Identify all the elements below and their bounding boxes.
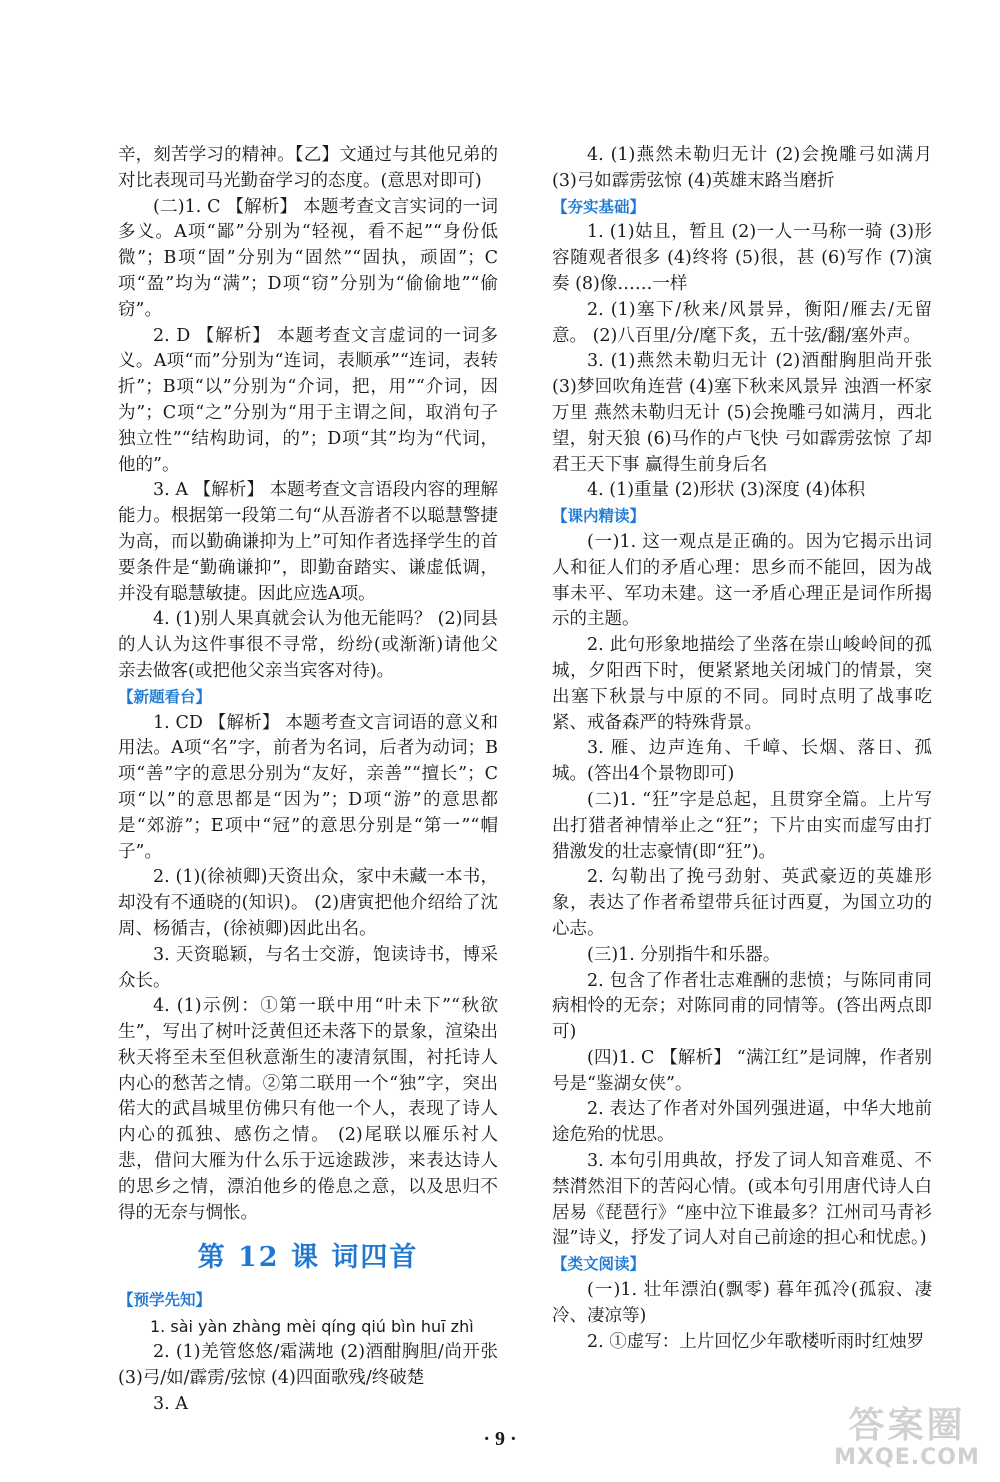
answer-paragraph: 辛，刻苦学习的精神。【乙】文通过与其他兄弟的对比表现司马光勤奋学习的态度。(意思对即可) <box>118 145 498 191</box>
answer-paragraph: 3. 本句引用典故，抒发了词人知音难觅、不禁潸然泪下的苦闷心情。(或本句引用唐代诗人白居易《琵琶行》“座中泣下谁最多？江州司马青衫湿”诗义，抒发了词人对自己前途的担心和忧虑。) <box>552 1151 932 1249</box>
section-tag: 【新题看台】 <box>118 687 212 706</box>
answer-paragraph: 3. A <box>153 1393 188 1414</box>
answer-paragraph: (一)1. 这一观点是正确的。因为它揭示出词人和征人们的矛盾心理：思乡而不能回，因为战事未平、军功未建。这一矛盾心理正是词作所揭示的主题。 <box>552 531 932 630</box>
answer-paragraph: 3. 天资聪颖，与名士交游，饱读诗书，博采众长。 <box>118 944 498 991</box>
watermark-main-text: 答案圈 <box>848 1405 966 1446</box>
answer-paragraph: (二)1. “狂”字是总起，且贯穿全篇。上片写出打猎者神情举止之“狂”；下片由实而虚写由打猎激发的壮志豪情(即“狂”)。 <box>552 789 932 862</box>
lesson-title: 第 12 课 词四首 <box>197 1242 419 1274</box>
answer-paragraph: (三)1. 分别指牛和乐器。 <box>587 944 781 965</box>
answer-paragraph: 4. (1)重量 (2)形状 (3)深度 (4)体积 <box>587 480 866 501</box>
answer-paragraph: (二)1. C 【解析】 本题考查文言实词的一词多义。A项“鄙”分别为“轻视，看不起”“身份低微”；B项“固”分别为“固然”“固执，顽固”；C项“盈”均为“满”；D项“窃”分别为“偷偷地”“偷窃”。 <box>118 196 498 320</box>
section-tag: 【预学先知】 <box>118 1291 212 1310</box>
answer-paragraph: 2. (1)羌管悠悠/霜满地 (2)酒酣胸胆/尚开张 (3)弓/如/霹雳/弦惊 (4)四面歌残/终破楚 <box>118 1342 498 1388</box>
watermark-logo <box>832 1406 982 1472</box>
answer-paragraph: 3. A 【解析】 本题考查文言语段内容的理解能力。根据第一段第二句“从吾游者不以聪慧警捷为高，而以勤确谦抑为上”可知作者选择学生的首要条件是“勤确谦抑”，即勤奋踏实、谦虚低调，并没有聪慧敏捷。因此应选A项。 <box>118 480 498 604</box>
answer-paragraph: 2. 表达了作者对外国列强进逼，中华大地前途危殆的忧思。 <box>552 1099 932 1146</box>
answer-paragraph: 3. (1)燕然未勒归无计 (2)酒酣胸胆尚开张 (3)梦回吹角连营 (4)塞下秋来风景异 浊酒一杯家万里 燕然未勒归无计 (5)会挽雕弓如满月，西北望，射天狼 (6)马作的卢飞快 弓如霹雳弦惊 了却君王天下事 赢得生前身后名 <box>552 351 932 475</box>
answer-paragraph: 4. (1)燕然未勒归无计 (2)会挽雕弓如满月 (3)弓如霹雳弦惊 (4)英雄末路当磨折 <box>552 145 932 191</box>
answer-paragraph: 1. CD 【解析】 本题考查文言词语的意义和用法。A项“名”字，前者为名词，后者为动词；B项“善”字的意思分别为“友好，亲善”“擅长”；C项“以”的意思都是“因为”；D项“游”的意思都是“郊游”；E项中“冠”的意思分别是“第一”“帽子”。 <box>118 712 498 862</box>
answer-paragraph: 1. sài yàn zhàng mèi qíng qiú bìn huī zhì <box>150 1317 474 1337</box>
answer-paragraph: 2. ①虚写：上片回忆少年歌楼听雨时红烛罗 <box>587 1331 925 1352</box>
answer-paragraph: 1. (1)姑且，暂且 (2)一人一马称一骑 (3)形容随观者很多 (4)终将 (5)很，甚 (6)写作 (7)演奏 (8)像……一样 <box>552 222 932 294</box>
answer-paragraph: 2. 此句形象地描绘了坐落在崇山峻岭间的孤城，夕阳西下时，便紧紧地关闭城门的情景，突出塞下秋景与中原的不同。同时点明了战事吃紧、戒备森严的特殊背景。 <box>552 635 932 733</box>
section-tag: 【类文阅读】 <box>552 1255 646 1274</box>
answer-paragraph: 2. (1)(徐祯卿)天资出众，家中未藏一本书，却没有不通晓的(知识)。 (2)唐寅把他介绍给了沈周、杨循吉，(徐祯卿)因此出名。 <box>118 867 498 939</box>
answer-paragraph: 2. 勾勒出了挽弓劲射、英武豪迈的英雄形象，表达了作者希望带兵征讨西夏，为国立功的心志。 <box>552 867 932 939</box>
right-column <box>552 143 932 1355</box>
answer-paragraph: 2. D 【解析】 本题考查文言虚词的一词多义。A项“而”分别为“连词，表顺承”“连词，表转折”；B项“以”分别为“介词，把，用”“介词，因为”；C项“之”分别为“用于主谓之间，取消句子独立性”“结构助词，的”；D项“其”均为“代词，他的”。 <box>118 325 498 475</box>
answer-paragraph: 2. 包含了作者壮志难酬的悲愤；与陈同甫同病相怜的无奈；对陈同甫的同情等。(答出两点即可) <box>552 970 932 1043</box>
left-column <box>118 143 498 1417</box>
page-number: · 9 · <box>483 1428 517 1450</box>
answer-paragraph: 3. 雁、边声连角、千嶂、长烟、落日、孤城。(答出4个景物即可) <box>552 738 932 785</box>
answer-paragraph: (四)1. C 【解析】 “满江红”是词牌，作者别号是“鉴湖女侠”。 <box>552 1047 932 1094</box>
answer-paragraph: 4. (1)示例：①第一联中用“叶未下”“秋欲生”，写出了树叶泛黄但还未落下的景象，渲染出秋天将至未至但秋意渐生的凄清氛围，衬托诗人内心的愁苦之情。②第二联用一个“独”字，突出偌大的武昌城里仿佛只有他一个人，表现了诗人内心的孤独、感伤之情。 (2)尾联以雁乐衬人悲，借问大雁为什么乐于远途跋涉，来表达诗人的思乡之情，漂泊他乡的倦息之意，以及思归不得的无奈与惆怅。 <box>118 996 498 1223</box>
section-tag: 【夯实基础】 <box>552 197 646 216</box>
answer-paragraph: (一)1. 壮年漂泊(飘零) 暮年孤冷(孤寂、凄冷、凄凉等) <box>552 1280 932 1326</box>
answer-paragraph: 2. (1)塞下/秋来/风景异，衡阳/雁去/无留意。 (2)八百里/分/麾下炙，五十弦/翻/塞外声。 <box>552 299 932 346</box>
watermark-sub-text: MXQE.COM <box>834 1445 980 1470</box>
answer-paragraph: 4. (1)别人果真就会认为他无能吗？ (2)同县的人认为这件事很不寻常，纷纷(或渐渐)请他父亲去做客(或把他父亲当宾客对待)。 <box>118 609 498 681</box>
section-tag: 【课内精读】 <box>552 507 646 526</box>
